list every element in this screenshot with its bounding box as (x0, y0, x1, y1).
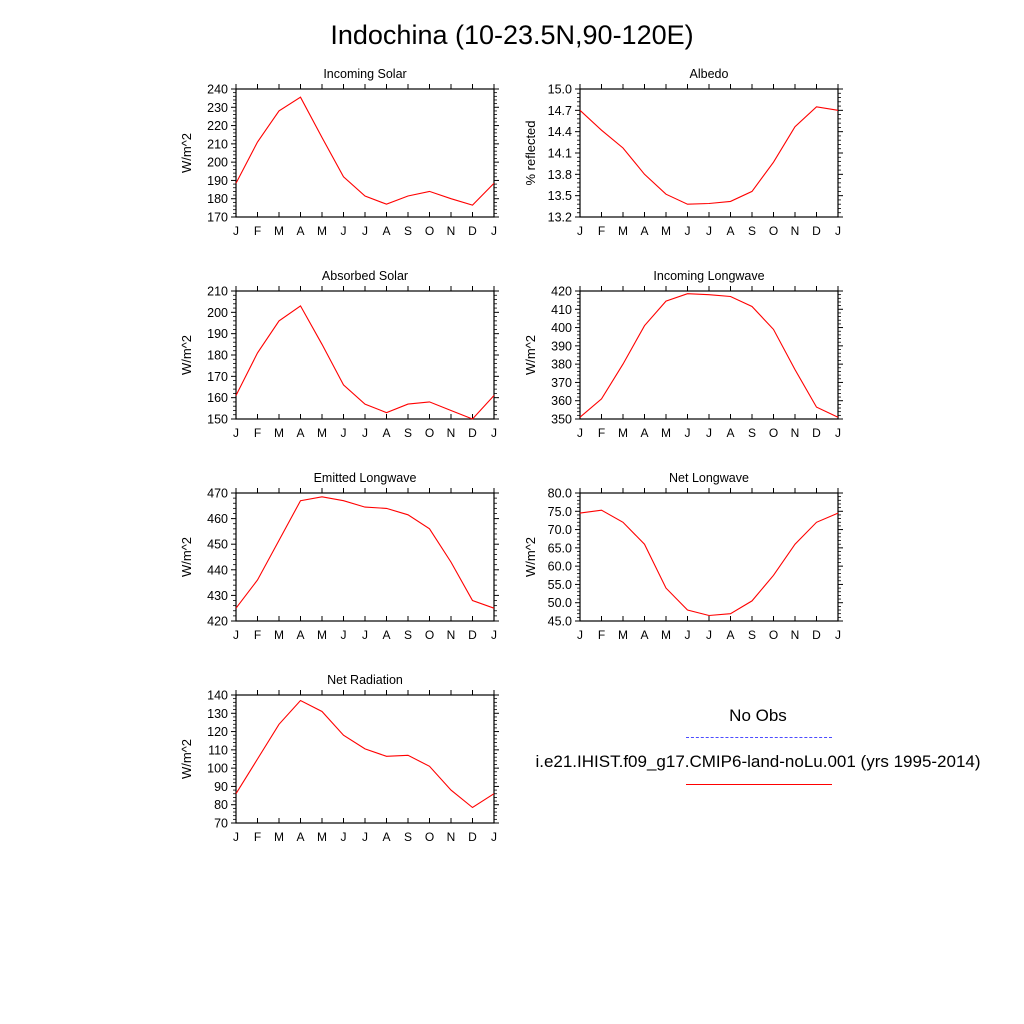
x-tick-label: J (491, 224, 497, 238)
y-tick-label: 190 (207, 327, 228, 342)
x-tick-label: J (577, 628, 583, 642)
x-tick-label: F (253, 830, 262, 844)
x-tick-label: A (726, 224, 735, 238)
x-tick-label: N (446, 224, 456, 238)
x-tick-label: N (790, 224, 800, 238)
x-tick-label: O (424, 830, 435, 844)
x-tick-label: J (706, 426, 712, 440)
series-line (236, 306, 494, 419)
legend-obs-label: No Obs (729, 706, 787, 725)
y-tick-label: 190 (207, 173, 228, 188)
chart-title: Absorbed Solar (321, 269, 409, 283)
y-tick-label: 120 (207, 725, 228, 740)
x-tick-label: J (233, 224, 239, 238)
x-tick-label: M (661, 224, 671, 238)
y-axis-label: W/m^2 (523, 334, 538, 376)
chart-absorbed-solar (179, 269, 499, 440)
x-tick-label: A (296, 830, 305, 844)
x-tick-label: S (747, 224, 757, 238)
x-tick-label: N (446, 628, 456, 642)
plot-frame (236, 493, 494, 621)
x-tick-label: A (382, 224, 391, 238)
x-tick-label: O (424, 224, 435, 238)
x-tick-label: N (446, 426, 456, 440)
x-tick-label: S (403, 628, 413, 642)
x-tick-label: S (747, 628, 757, 642)
x-tick-label: M (618, 628, 628, 642)
chart-net-longwave (523, 471, 843, 642)
x-tick-label: J (340, 224, 347, 238)
y-axis-label: W/m^2 (179, 334, 194, 376)
y-tick-label: 15.0 (547, 82, 572, 97)
x-tick-label: A (296, 426, 305, 440)
x-tick-label: D (468, 426, 477, 440)
x-tick-label: J (835, 224, 841, 238)
y-axis-label: W/m^2 (179, 132, 194, 174)
plot-frame (580, 89, 838, 217)
plot-frame (580, 493, 838, 621)
y-tick-label: 420 (207, 614, 228, 629)
x-tick-label: A (726, 426, 735, 440)
series-line (236, 497, 494, 608)
chart-emitted-longwave (179, 471, 499, 642)
legend-model-label: i.e21.IHIST.f09_g17.CMIP6-land-noLu.001 (yrs 1995-2014) (535, 752, 981, 771)
x-tick-label: J (233, 628, 239, 642)
x-tick-label: M (317, 628, 327, 642)
series-line (580, 510, 838, 615)
x-tick-label: S (403, 830, 413, 844)
y-axis-label: W/m^2 (179, 536, 194, 578)
y-tick-label: 13.2 (547, 210, 572, 225)
x-tick-label: J (706, 224, 712, 238)
x-tick-label: A (296, 224, 305, 238)
y-tick-label: 65.0 (547, 541, 572, 556)
x-tick-label: A (640, 628, 649, 642)
x-tick-label: J (233, 426, 239, 440)
x-tick-label: M (661, 426, 671, 440)
x-tick-label: J (340, 830, 347, 844)
y-tick-label: 460 (207, 512, 228, 527)
chart-title: Net Radiation (327, 673, 403, 687)
y-tick-label: 55.0 (547, 577, 572, 592)
y-tick-label: 70.0 (547, 523, 572, 538)
x-tick-label: O (768, 628, 779, 642)
y-tick-label: 210 (207, 284, 228, 299)
x-tick-label: A (640, 224, 649, 238)
x-tick-label: J (362, 830, 368, 844)
x-tick-label: J (362, 224, 368, 238)
x-tick-label: J (835, 628, 841, 642)
x-tick-label: O (768, 224, 779, 238)
y-tick-label: 470 (207, 486, 228, 501)
y-tick-label: 380 (551, 357, 572, 372)
x-tick-label: F (597, 426, 606, 440)
y-tick-label: 180 (207, 348, 228, 363)
chart-incoming-solar (179, 67, 499, 238)
y-tick-label: 150 (207, 412, 228, 427)
y-tick-label: 75.0 (547, 504, 572, 519)
plot-frame (236, 291, 494, 419)
x-tick-label: M (661, 628, 671, 642)
y-tick-label: 390 (551, 339, 572, 354)
y-tick-label: 440 (207, 563, 228, 578)
y-tick-label: 14.1 (547, 146, 572, 161)
y-tick-label: 450 (207, 537, 228, 552)
x-tick-label: J (362, 628, 368, 642)
chart-title: Albedo (689, 67, 729, 81)
y-tick-label: 410 (551, 302, 572, 317)
series-line (580, 294, 838, 418)
y-tick-label: 90 (214, 779, 228, 794)
x-tick-label: S (403, 224, 413, 238)
x-tick-label: M (618, 426, 628, 440)
x-tick-label: J (491, 628, 497, 642)
x-tick-label: A (640, 426, 649, 440)
y-tick-label: 170 (207, 210, 228, 225)
y-tick-label: 100 (207, 761, 228, 776)
x-tick-label: A (382, 426, 391, 440)
x-tick-label: J (684, 426, 691, 440)
y-tick-label: 430 (207, 588, 228, 603)
y-tick-label: 170 (207, 369, 228, 384)
y-tick-label: 14.4 (547, 125, 572, 140)
y-tick-label: 200 (207, 305, 228, 320)
x-tick-label: D (812, 628, 821, 642)
chart-title: Incoming Longwave (653, 269, 765, 283)
x-tick-label: A (726, 628, 735, 642)
y-tick-label: 220 (207, 119, 228, 134)
y-tick-label: 13.5 (547, 189, 572, 204)
x-tick-label: M (274, 628, 284, 642)
x-tick-label: A (382, 628, 391, 642)
series-line (236, 701, 494, 808)
x-tick-label: N (790, 628, 800, 642)
y-tick-label: 370 (551, 375, 572, 390)
y-tick-label: 420 (551, 284, 572, 299)
y-tick-label: 140 (207, 688, 228, 703)
y-tick-label: 70 (214, 816, 228, 831)
series-line (236, 97, 494, 205)
plot-frame (236, 695, 494, 823)
plot-frame (580, 291, 838, 419)
x-tick-label: M (317, 830, 327, 844)
x-tick-label: J (835, 426, 841, 440)
y-tick-label: 360 (551, 394, 572, 409)
y-axis-label: W/m^2 (523, 536, 538, 578)
x-tick-label: J (684, 224, 691, 238)
x-tick-label: J (577, 224, 583, 238)
chart-title: Emitted Longwave (313, 471, 417, 485)
x-tick-label: S (403, 426, 413, 440)
plot-frame (236, 89, 494, 217)
x-tick-label: N (790, 426, 800, 440)
x-tick-label: O (768, 426, 779, 440)
x-tick-label: J (577, 426, 583, 440)
y-tick-label: 80.0 (547, 486, 572, 501)
y-tick-label: 13.8 (547, 167, 572, 182)
x-tick-label: F (253, 224, 262, 238)
x-tick-label: F (253, 426, 262, 440)
x-tick-label: J (706, 628, 712, 642)
y-tick-label: 110 (208, 743, 228, 758)
y-tick-label: 130 (207, 706, 228, 721)
x-tick-label: S (747, 426, 757, 440)
x-tick-label: J (684, 628, 691, 642)
x-tick-label: D (468, 628, 477, 642)
y-axis-label: W/m^2 (179, 738, 194, 780)
x-tick-label: M (618, 224, 628, 238)
chart-albedo (523, 67, 843, 238)
x-tick-label: D (812, 224, 821, 238)
x-tick-label: F (597, 628, 606, 642)
x-tick-label: N (446, 830, 456, 844)
x-tick-label: O (424, 426, 435, 440)
chart-title: Incoming Solar (323, 67, 407, 81)
x-tick-label: D (812, 426, 821, 440)
x-tick-label: J (491, 830, 497, 844)
x-tick-label: M (317, 224, 327, 238)
x-tick-label: J (340, 628, 347, 642)
x-tick-label: F (253, 628, 262, 642)
y-tick-label: 60.0 (547, 559, 572, 574)
x-tick-label: A (382, 830, 391, 844)
y-tick-label: 400 (551, 321, 572, 336)
y-tick-label: 14.7 (547, 103, 572, 118)
page-title: Indochina (10-23.5N,90-120E) (330, 20, 694, 50)
series-line (580, 107, 838, 204)
x-tick-label: J (491, 426, 497, 440)
y-tick-label: 240 (207, 82, 228, 97)
chart-incoming-longwave (523, 269, 843, 440)
x-tick-label: O (424, 628, 435, 642)
x-tick-label: D (468, 830, 477, 844)
y-tick-label: 50.0 (547, 596, 572, 611)
y-tick-label: 80 (214, 798, 228, 813)
x-tick-label: M (274, 830, 284, 844)
y-axis-label: % reflected (523, 120, 538, 186)
x-tick-label: M (317, 426, 327, 440)
y-tick-label: 230 (207, 100, 228, 115)
y-tick-label: 180 (207, 192, 228, 207)
x-tick-label: D (468, 224, 477, 238)
x-tick-label: M (274, 224, 284, 238)
x-tick-label: M (274, 426, 284, 440)
x-tick-label: J (340, 426, 347, 440)
x-tick-label: J (233, 830, 239, 844)
y-tick-label: 45.0 (547, 614, 572, 629)
y-tick-label: 160 (207, 391, 228, 406)
chart-net-radiation (179, 673, 499, 844)
x-tick-label: A (296, 628, 305, 642)
chart-title: Net Longwave (669, 471, 749, 485)
y-tick-label: 210 (207, 137, 228, 152)
y-tick-label: 350 (551, 412, 572, 427)
y-tick-label: 200 (207, 155, 228, 170)
x-tick-label: F (597, 224, 606, 238)
x-tick-label: J (362, 426, 368, 440)
